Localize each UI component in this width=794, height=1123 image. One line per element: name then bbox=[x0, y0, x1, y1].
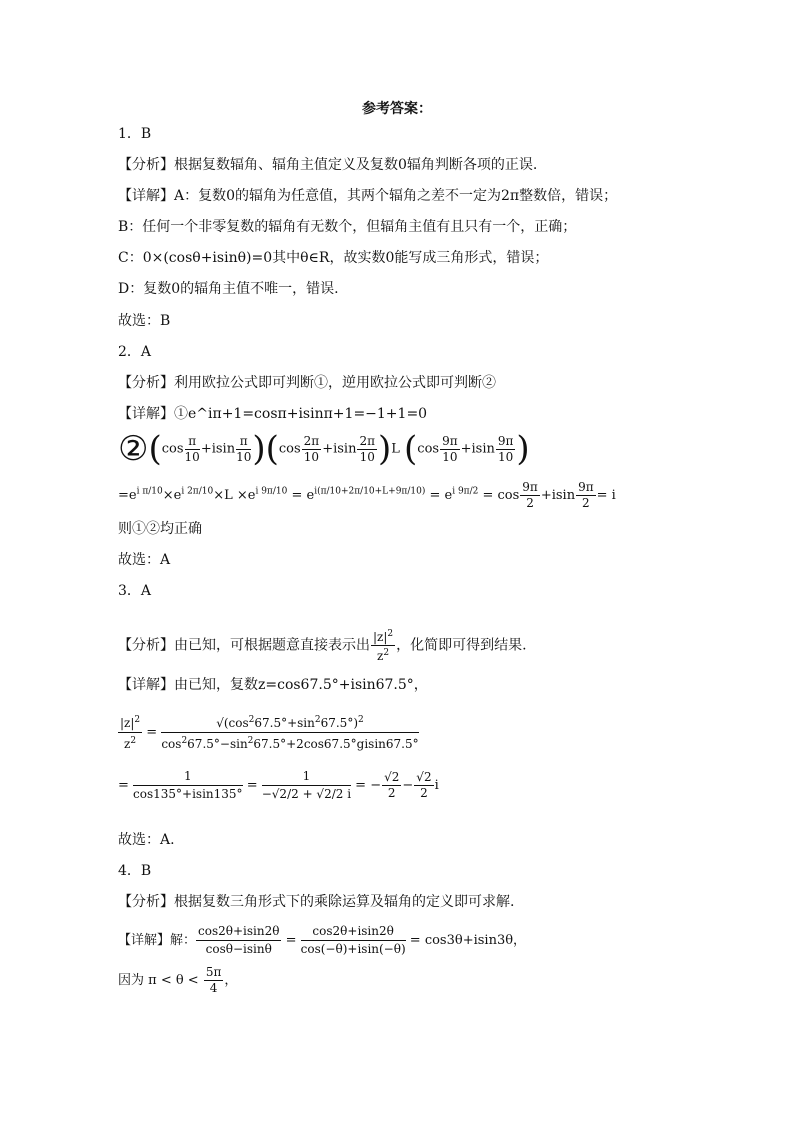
q2-number: 2．A bbox=[118, 344, 152, 360]
q3-detail-1: 【详解】由已知，复数z=cos67.5°+isin67.5°， bbox=[118, 677, 428, 693]
q1-number: 1．B bbox=[118, 126, 152, 142]
q3-analysis bbox=[118, 627, 527, 664]
q3-formula-2: = $\frac{1}{\cos 135^\circ+isin135^\circ}$ = $\frac{1}{-√2/2 + √2/2 i}$ = − $\frac{√2}{2}$ − $\frac{√2}{2}$ i bbox=[118, 769, 439, 801]
q3-analysis-fraction: $\frac{|z|^2}{z^2}$ bbox=[373, 629, 394, 663]
q4-number: 4．B bbox=[118, 863, 152, 879]
q1-analysis: 【分析】根据复数辐角、辐角主值定义及复数0辐角判断各项的正误. bbox=[118, 157, 538, 173]
q1-detail-d: D：复数0的辐角主值不唯一，错误. bbox=[118, 281, 339, 297]
q2-choice: 故选：A bbox=[118, 552, 171, 568]
q4-analysis: 【分析】根据复数三角形式下的乘除运算及辐角的定义即可求解. bbox=[118, 894, 515, 910]
q4-detail-pre: 【详解】解： bbox=[118, 933, 197, 948]
q4-since: 因为 π < θ < $\frac{5\pi}{4}$ ， bbox=[118, 965, 238, 995]
q1-detail-b: B：任何一个非零复数的辐角有无数个，但辐角主值有且只有一个，正确； bbox=[118, 219, 577, 235]
q4-detail-formula: 【详解】解： $\frac{\cos 2\theta+isin2\theta}{\cos\theta-isin\theta}$ = $\frac{\cos 2\theta+isin2\theta}{\cos(-\theta)+isin(-\theta)}$ = cos3θ+isin3θ， bbox=[118, 924, 527, 956]
q1-choice: 故选：B bbox=[118, 313, 171, 329]
q3-formula-1: $\frac{|z|^2}{z^2}$ = $\frac{√(\cos^267.5^\circ+\sin^267.5^\circ)^2}{\cos^267.5^\circ-\sin^267.5^\circ+2\cos 67.5^\circ gisin67.5^\circ}$ bbox=[118, 712, 419, 753]
q1-detail-c: C：0×(cosθ+isinθ)=0其中θ∈R，故实数0能写成三角形式，错误； bbox=[118, 250, 549, 266]
q3-analysis-pre: 【分析】由已知，可根据题意直接表示出 bbox=[118, 637, 370, 654]
q4-since-pre: 因为 bbox=[118, 973, 145, 988]
q3-number: 3．A bbox=[118, 583, 152, 599]
q3-analysis-post: ，化简即可得到结果. bbox=[396, 637, 527, 654]
q2-detail-1: 【详解】①e^iπ+1=cosπ+isinπ+1=−1+1=0 bbox=[118, 406, 428, 422]
q2-analysis: 【分析】利用欧拉公式即可判断①，逆用欧拉公式即可判断② bbox=[118, 375, 496, 391]
q3-choice: 故选：A. bbox=[118, 832, 175, 848]
q2-formula-product: ②(cos $\frac{\pi}{10}$ +isin $\frac{\pi}{10}$ )(cos $\frac{2\pi}{10}$ +isin $\frac{2\pi}{10}$ )L (cos $\frac{9\pi}{10}$ +isin $\frac{9\pi}{10}$ ) bbox=[118, 429, 530, 469]
q2-formula-euler: $=e^{i \pi/10}\times e^{i 2\pi/10}\times L \times e^{i 9\pi/10} = e^{i(\pi/10+2\pi/10+L+9\pi/10)} = e^{i 9\pi/2} = \cos$ $\frac{9\pi}{2}$ +isin $\frac{9\pi}{2}$ = i bbox=[118, 480, 616, 510]
page-title: 参考答案： bbox=[362, 101, 432, 117]
q2-conclusion: 则①②均正确 bbox=[118, 521, 202, 537]
q1-detail-a: 【详解】A：复数0的辐角为任意值，其两个辐角之差不一定为2π整数倍，错误； bbox=[118, 188, 618, 204]
